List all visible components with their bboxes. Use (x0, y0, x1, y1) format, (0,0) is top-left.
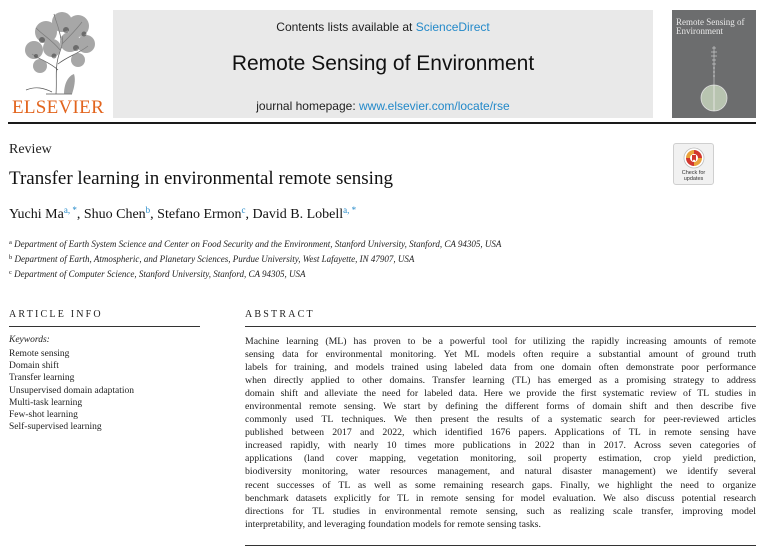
affiliation-letter: c (9, 269, 12, 276)
abstract-line: recent successes of TL as well as some remaining research gaps. Finally, we highlight the need to organize (245, 479, 756, 491)
keyword-item: Multi-task learning (9, 397, 83, 408)
journal-banner (113, 10, 653, 118)
journal-title: Remote Sensing of Environment (231, 52, 535, 75)
abstract-rule (245, 326, 756, 327)
author-affiliation-mark[interactable]: b (145, 205, 151, 215)
abstract-line: biodiversity monitoring, water resources management, and natural disaster management) we identify several (245, 466, 756, 478)
author-separator: , (76, 207, 84, 222)
affiliation-list (9, 236, 501, 281)
article-info-heading: ARTICLE INFO (9, 309, 103, 320)
affiliation-letter: b (9, 254, 13, 261)
author-name[interactable]: Shuo Chen (83, 207, 146, 222)
check-updates-label (674, 170, 713, 182)
author-name[interactable]: Yuchi Ma (9, 207, 64, 222)
abstract-line: labels for training, and models trained using labeled data from one domain often demonstrate poor performance (245, 362, 756, 374)
journal-cover[interactable] (672, 10, 756, 118)
keyword-item: Transfer learning (9, 373, 75, 384)
tree-logo-icon (16, 10, 100, 96)
abstract-body (245, 335, 756, 531)
abstract-heading: ABSTRACT (245, 309, 315, 320)
keyword-item: Remote sensing (9, 349, 70, 359)
contents-prefix: Contents lists available at (276, 20, 416, 34)
article-title: Transfer learning in environmental remote sensing (9, 168, 393, 189)
author-separator: , (150, 207, 158, 222)
check-updates-line: updates (683, 176, 704, 182)
affiliation-item (9, 266, 501, 281)
sciencedirect-link[interactable]: ScienceDirect (415, 20, 490, 34)
abstract-line: Machine learning (ML) has proven to be a powerful tool for utilizing the rapidly increasing amounts of remote (245, 336, 756, 347)
check-updates-icon (683, 147, 705, 169)
keyword-item: Self-supervised learning (9, 422, 102, 433)
abstract-line: when directly applied to other domains. Transfer learning (TL) has emerged as a promising strategy to address (245, 375, 756, 387)
check-for-updates-button[interactable] (673, 143, 714, 185)
abstract-line: increased rapidly, with nearly 10 times more publications in 2022 than in 2017. Across seven categories of (245, 440, 756, 452)
keyword-item: Domain shift (9, 361, 59, 372)
abstract-line: interpretability, and leveraging foundation models for remote sensing tasks. (245, 518, 541, 530)
keyword-item: Unsupervised domain adaptation (9, 385, 135, 396)
keyword-list (9, 348, 134, 433)
author-name[interactable]: David B. Lobell (252, 207, 344, 222)
abstract-bottom-rule (245, 545, 756, 546)
cover-title: Remote Sensing of Environment (676, 17, 745, 36)
header-rule (8, 122, 756, 124)
author-list (9, 205, 356, 223)
keyword-item: Few-shot learning (9, 410, 78, 421)
abstract-line: directions for TL studies in environmental remote sensing, such as realizing scale transfer, improving model (245, 505, 756, 517)
abstract-line: sensing data for environmental monitoring. Yet ML models often require a substantial amount of ground truth (245, 349, 756, 361)
author-separator: , (245, 207, 253, 222)
affiliation-letter: a (9, 239, 12, 246)
affiliation-text: Department of Earth System Science and Center on Food Security and the Environment, Stanford University, Stanford, CA 94305, USA (14, 239, 502, 249)
author-affiliation-mark[interactable]: a, * (63, 205, 77, 215)
article-info-rule (9, 326, 200, 327)
abstract-line: environmental remote sensing. We start by defining the different forms of domain shift and then describe five (245, 401, 756, 413)
check-updates-line: Check for (681, 170, 706, 176)
publisher-logo[interactable] (8, 10, 108, 116)
keywords-label: Keywords: (9, 335, 50, 345)
cover-art-icon (672, 46, 756, 118)
homepage-line (113, 99, 653, 113)
abstract-line: domain shift and alleviate the need for labeled data. Here we provide the first systematic review of TL studies in (245, 388, 756, 400)
affiliation-text: Department of Computer Science, Stanford University, Stanford, CA 94305, USA (14, 269, 306, 279)
article-type: Review (9, 142, 52, 157)
contents-line (113, 20, 653, 34)
abstract-line: commonly used TL techniques. We then present the results of a systematic search for peer-reviewed articles (245, 414, 756, 426)
author-name[interactable]: Stefano Ermon (157, 207, 242, 222)
journal-homepage-link[interactable]: www.elsevier.com/locate/rse (359, 99, 510, 113)
homepage-prefix: journal homepage: (256, 99, 359, 113)
affiliation-item (9, 236, 501, 251)
abstract-line: benchmark datasets explicitly for TL in remote sensing for model evaluation. We also discuss potential research (245, 492, 756, 504)
author-affiliation-mark[interactable]: a, * (343, 205, 357, 215)
abstract-line: applications (land cover mapping, vegetation monitoring, soil property estimation, crop yield prediction, (245, 453, 756, 465)
affiliation-text: Department of Earth, Atmospheric, and Planetary Sciences, Purdue University, West Lafayette, IN 47907, USA (14, 254, 415, 264)
publisher-name: ELSEVIER (11, 97, 105, 118)
affiliation-item (9, 251, 501, 266)
author-affiliation-mark[interactable]: c (241, 205, 246, 215)
abstract-line: published between 2017 and 2022, which identified 1676 papers. Applications of TL in remote sensing have (245, 427, 756, 439)
